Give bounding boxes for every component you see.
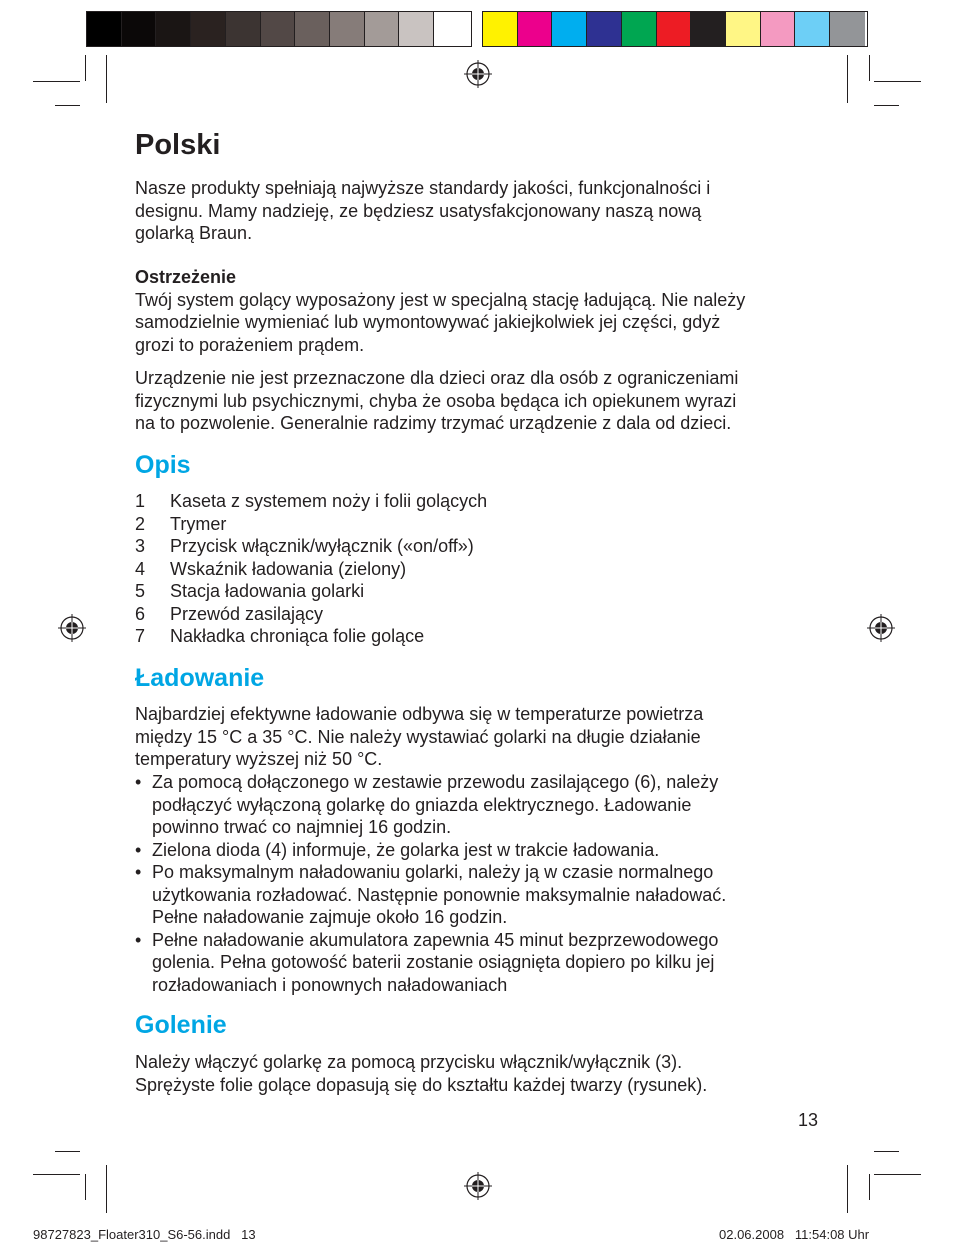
crop-mark bbox=[85, 55, 86, 81]
color-swatch bbox=[483, 12, 518, 46]
list-item bbox=[135, 513, 487, 536]
color-swatch bbox=[518, 12, 553, 46]
item-number: 2 bbox=[135, 513, 146, 534]
warning-paragraph-2 bbox=[135, 367, 835, 435]
crop-mark bbox=[33, 1174, 80, 1175]
color-swatch bbox=[434, 12, 469, 46]
warning-section bbox=[135, 266, 835, 356]
section-heading-golenie: Golenie bbox=[135, 1011, 227, 1039]
list-item bbox=[135, 603, 487, 626]
text-line: powinno trwać co najmniej 16 godzin. bbox=[152, 817, 452, 837]
registration-mark-icon bbox=[464, 60, 492, 88]
color-swatch bbox=[622, 12, 657, 46]
text-line: Sprężyste folie golące dopasują się do kształtu każdej twarzy (rysunek). bbox=[135, 1074, 708, 1095]
crop-mark bbox=[847, 55, 848, 103]
warning-heading: Ostrzeżenie bbox=[135, 267, 237, 287]
text-line: • Pełne naładowanie akumulatora zapewnia 45 minut bezprzewodowego bbox=[152, 929, 719, 950]
text-line: rozładowaniach i ponownych naładowaniach bbox=[152, 974, 508, 995]
crop-mark bbox=[847, 1165, 848, 1213]
page-number: 13 bbox=[798, 1110, 819, 1130]
text-line: samodzielnie wymieniać lub wymontowywać jakiejkolwiek jej części, gdyż bbox=[135, 312, 721, 332]
item-text: Kaseta z systemem noży i folii golących bbox=[170, 491, 488, 511]
item-number: 6 bbox=[135, 603, 146, 624]
list-item bbox=[135, 839, 825, 862]
item-text: Przycisk włącznik/wyłącznik («on/off») bbox=[170, 536, 474, 556]
crop-mark bbox=[874, 1174, 921, 1175]
text-line: Należy włączyć golarkę za pomocą przycisku włącznik/wyłącznik (3). bbox=[135, 1052, 683, 1072]
section-heading-ladowanie: Ładowanie bbox=[135, 664, 265, 692]
list-item bbox=[135, 771, 825, 839]
crop-mark bbox=[33, 81, 80, 82]
footer-file-name: 98727823_Floater310_S6-56.indd 13 bbox=[33, 1227, 256, 1242]
crop-mark bbox=[85, 1174, 86, 1200]
color-swatch bbox=[657, 12, 692, 46]
color-swatch bbox=[156, 12, 191, 46]
charging-bullets bbox=[135, 771, 825, 996]
color-swatch bbox=[726, 12, 761, 46]
text-line: Twój system golący wyposażony jest w specjalną stację ładującą. Nie należy bbox=[135, 289, 746, 310]
crop-mark bbox=[106, 55, 107, 103]
color-swatch bbox=[761, 12, 796, 46]
list-item bbox=[135, 929, 825, 997]
page-title: Polski bbox=[135, 129, 221, 161]
text-line: temperatury wyższej niż 50 °C. bbox=[135, 749, 383, 769]
section-heading-opis: Opis bbox=[135, 451, 191, 479]
registration-mark-icon bbox=[867, 614, 895, 642]
text-line: Nasze produkty spełniają najwyższe standardy jakości, funkcjonalności i bbox=[135, 178, 711, 198]
item-text: Wskaźnik ładowania (zielony) bbox=[170, 558, 407, 579]
item-number: 4 bbox=[135, 558, 146, 579]
text-line: grozi to porażeniem prądem. bbox=[135, 334, 365, 355]
item-number: 1 bbox=[135, 491, 146, 511]
text-line: Urządzenie nie jest przeznaczone dla dzieci oraz dla osób z ograniczeniami bbox=[135, 368, 739, 388]
color-swatch bbox=[330, 12, 365, 46]
shaving-paragraph bbox=[135, 1051, 835, 1096]
text-line: designu. Mamy nadzieję, ze będziesz usatysfakcjonowany naszą nową bbox=[135, 200, 702, 221]
color-swatch bbox=[226, 12, 261, 46]
text-line: między 15 °C a 35 °C. Nie należy wystawiać golarki na długie działanie bbox=[135, 726, 701, 747]
text-line: fizycznymi lub psychicznymi, chyba że osoba będąca ich opiekunem wyrazi bbox=[135, 390, 737, 411]
text-line: podłączyć wyłączoną golarkę do gniazda elektrycznego. Ładowanie bbox=[152, 794, 692, 815]
item-number: 7 bbox=[135, 626, 146, 646]
charging-intro bbox=[135, 703, 835, 771]
text-line: • Za pomocą dołączonego w zestawie przewodu zasilającego (6), należy bbox=[152, 772, 719, 792]
color-swatch bbox=[399, 12, 434, 46]
item-text: Trymer bbox=[170, 513, 227, 534]
color-swatch bbox=[552, 12, 587, 46]
crop-mark bbox=[874, 105, 899, 106]
text-line: na to pozwolenie. Generalnie radzimy trzymać urządzenie z dala od dzieci. bbox=[135, 413, 732, 433]
footer-timestamp: 02.06.2008 11:54:08 Uhr bbox=[719, 1227, 870, 1242]
text-line: golenia. Pełna gotowość baterii zostanie osiągnięta dopiero po kilku jej bbox=[152, 952, 715, 972]
color-swatch bbox=[122, 12, 157, 46]
list-item bbox=[135, 490, 487, 513]
color-swatch bbox=[87, 12, 122, 46]
crop-mark bbox=[874, 81, 921, 82]
color-swatch bbox=[795, 12, 830, 46]
text-line: Najbardziej efektywne ładowanie odbywa się w temperaturze powietrza bbox=[135, 704, 704, 724]
parts-list bbox=[135, 490, 487, 648]
color-swatch bbox=[295, 12, 330, 46]
color-swatch bbox=[261, 12, 296, 46]
color-swatch bbox=[365, 12, 400, 46]
crop-mark bbox=[55, 105, 80, 106]
intro-paragraph bbox=[135, 177, 835, 245]
crop-mark bbox=[869, 1174, 870, 1200]
text-line: Pełne naładowanie zajmuje około 16 godzin. bbox=[152, 907, 508, 927]
item-number: 5 bbox=[135, 581, 146, 601]
item-text: Nakładka chroniąca folie golące bbox=[170, 626, 425, 646]
color-swatch bbox=[691, 12, 726, 46]
color-swatch bbox=[191, 12, 226, 46]
registration-mark-icon bbox=[464, 1172, 492, 1200]
list-item bbox=[135, 580, 487, 603]
crop-mark bbox=[55, 1151, 80, 1152]
color-calibration-strip bbox=[482, 11, 868, 47]
registration-mark-icon bbox=[58, 614, 86, 642]
crop-mark bbox=[869, 55, 870, 81]
color-swatch bbox=[587, 12, 622, 46]
crop-mark bbox=[874, 1151, 899, 1152]
item-number: 3 bbox=[135, 536, 146, 556]
text-line: • Zielona dioda (4) informuje, że golarka jest w trakcie ładowania. bbox=[152, 839, 660, 860]
list-item bbox=[135, 535, 487, 558]
item-text: Przewód zasilający bbox=[170, 603, 324, 624]
text-line: • Po maksymalnym naładowaniu golarki, należy ją w czasie normalnego bbox=[152, 862, 714, 882]
item-text: Stacja ładowania golarki bbox=[170, 581, 365, 601]
grayscale-calibration-strip bbox=[86, 11, 472, 47]
text-line: użytkowania rozładować. Następnie ponownie maksymalnie naładować. bbox=[152, 884, 727, 905]
list-item bbox=[135, 558, 487, 581]
text-line: golarką Braun. bbox=[135, 223, 253, 243]
list-item bbox=[135, 861, 825, 929]
list-item bbox=[135, 625, 487, 648]
crop-mark bbox=[106, 1165, 107, 1213]
color-swatch bbox=[830, 12, 865, 46]
